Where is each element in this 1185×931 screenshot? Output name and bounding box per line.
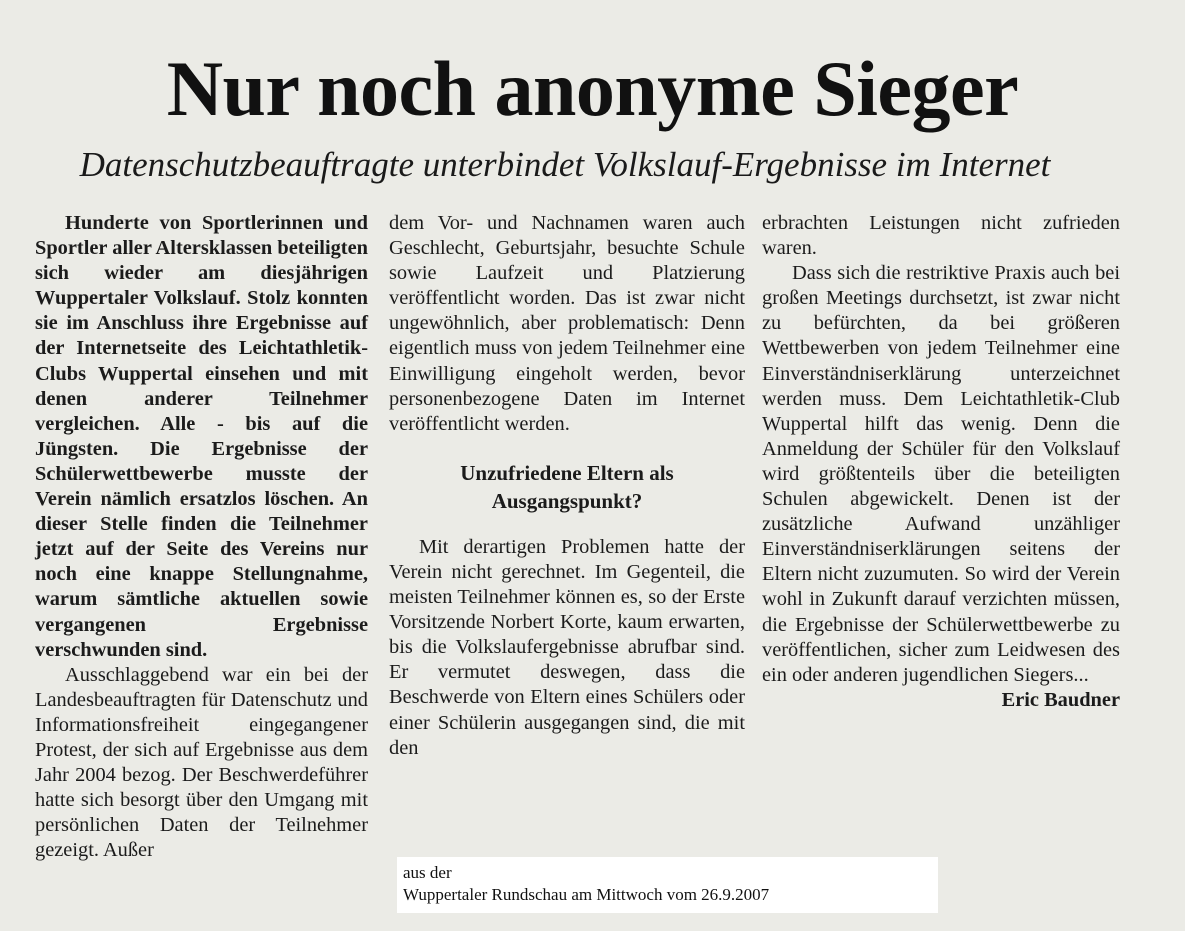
paragraph-3: Mit derartigen Problemen hatte der Verein nicht gerechnet. Im Gegenteil, die meisten Teilnehmer können es, so der Erste Vorsitzende Norbert Korte, kaum erwarten, bis die Volkslaufergebnisse abrufbar sind. Er vermutet deswegen, dass die Beschwerde von Eltern eines Schülers oder einer Schülerin ausgegangen sind, die mit den	[389, 535, 745, 759]
paragraph-4: Dass sich die restriktive Praxis auch bei großen Meetings durchsetzt, ist zwar nicht zu befürchten, da bei größeren Wettbewerben von jedem Teilnehmer eine Einverständniserklärung unterzeichnet werden muss. Dem Leichtathletik-Club Wuppertal hilft das wenig. Denn die Anmeldung der Schüler für den Volkslauf wird größtenteils über die beteiligten Schulen abgewickelt. Denen ist der zusätzliche Aufwand unzähliger Einverständniserklärungen seitens der Eltern nicht zuzumuten. So wird der Verein wohl in Zukunft darauf verzichten müssen, die Ergebnisse der Schülerwettbewerbe zu veröffentlichen, sicher zum Leidwesen des ein oder anderen jugendlichen Siegers...	[762, 262, 1120, 686]
source-line-1: aus der	[403, 863, 452, 882]
column-1	[35, 211, 368, 863]
crosshead: Unzufriedene Eltern als Ausgangspunkt?	[460, 460, 674, 513]
paragraph-2-continued: dem Vor- und Nachnamen waren auch Geschlecht, Geburtsjahr, besuchte Schule sowie Laufzeit und Platzierung veröffentlicht worden. Das ist zwar nicht ungewöhnlich, aber problematisch: Denn eigentlich muss von jedem Teilnehmer eine Einwilligung eingeholt werden, bevor personenbezogene Daten im Internet veröffentlicht werden.	[389, 212, 745, 435]
column-3	[762, 211, 1120, 713]
headline: Nur noch anonyme Sieger	[166, 45, 1019, 132]
paragraph-3-continued: erbrachten Leistungen nicht zufrieden waren.	[762, 212, 1120, 260]
author-byline: Eric Baudner	[1001, 688, 1120, 711]
subheadline: Datenschutzbeauftragte unterbindet Volkslauf-Ergebnisse im Internet	[79, 145, 1051, 184]
paragraph-2: Ausschlaggebend war ein bei der Landesbeauftragten für Datenschutz und Informationsfreiheit eingegangener Protest, der sich auf Ergebnisse aus dem Jahr 2004 bezog. Der Beschwerdeführer hatte sich besorgt über den Umgang mit persönlichen Daten der Teilnehmer gezeigt. Außer	[35, 663, 368, 862]
source-note	[397, 857, 938, 913]
source-line-2: Wuppertaler Rundschau am Mittwoch vom 26.9.2007	[403, 885, 770, 904]
lead-paragraph: Hunderte von Sportlerinnen und Sportler aller Altersklassen beteiligten sich wieder am diesjährigen Wuppertaler Volkslauf. Stolz konnten sie im Anschluss ihre Ergebnisse auf der Internetseite des Leichtathletik-Clubs Wuppertal einsehen und mit denen anderer Teilnehmer vergleichen. Alle - bis auf die Jüngsten. Die Ergebnisse der Schülerwettbewerbe musste der Verein nämlich ersatzlos löschen. An dieser Stelle finden die Teilnehmer jetzt auf der Seite des Vereins nur noch eine knappe Stellungnahme, warum sämtliche aktuellen sowie vergangenen Ergebnisse verschwunden sind.	[35, 212, 368, 661]
column-2	[389, 211, 745, 761]
